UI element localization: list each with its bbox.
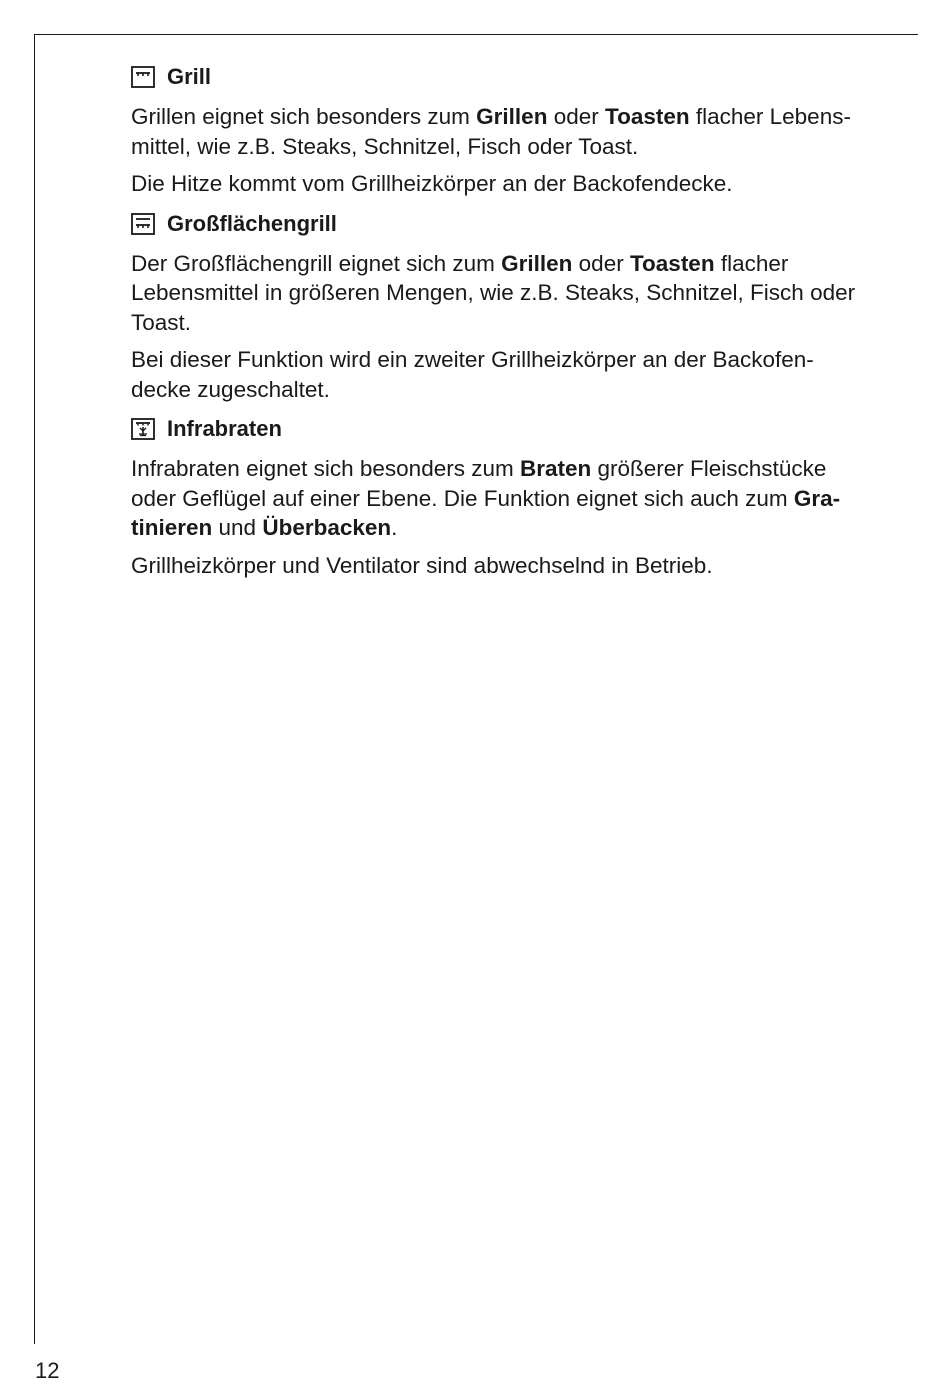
bold-term: Überbacken <box>262 515 392 540</box>
section-paragraph: Die Hitze kommt vom Grillheizkörper an der Backofendecke. <box>131 171 733 196</box>
paragraph-text: oder Geflügel auf einer Ebene. Die Funktion eignet sich auch zum <box>131 485 794 511</box>
paragraph-text: und <box>212 515 263 540</box>
paragraph-text: oder <box>547 104 605 129</box>
large-area-grill-icon <box>131 213 155 235</box>
grill-icon <box>131 66 155 88</box>
bold-term: Grillen <box>476 104 548 129</box>
paragraph-text: größerer Fleischstücke <box>591 456 827 481</box>
bold-term: Gra- <box>793 485 841 511</box>
section-infrared-roasting <box>131 414 891 580</box>
paragraph-text: Der Großflächengrill eignet sich zum <box>131 250 502 276</box>
section-title: Grill <box>167 64 212 89</box>
section-paragraph: Grillheizkörper und Ventilator sind abwechselnd in Betrieb. <box>131 552 713 578</box>
bold-term: Grillen <box>501 250 573 276</box>
section-title: Großflächengrill <box>167 210 337 236</box>
page-content <box>131 62 891 580</box>
section-paragraph <box>131 345 891 404</box>
section-paragraph <box>131 102 891 161</box>
paragraph-text: flacher Lebens- <box>689 104 851 129</box>
paragraph-text: decke zugeschaltet. <box>131 376 330 402</box>
bold-term: Toasten <box>629 250 715 276</box>
paragraph-text: oder <box>572 250 630 276</box>
paragraph-text: Bei dieser Funktion wird ein zweiter Grillheizkörper an der Backofen- <box>131 347 814 372</box>
page-number: 12 <box>35 1358 60 1383</box>
section-heading <box>131 209 891 239</box>
section-large-area-grill <box>131 209 891 405</box>
section-grill <box>131 62 891 199</box>
bold-term: Braten <box>519 456 592 481</box>
section-title: Infrabraten <box>167 416 282 441</box>
paragraph-text: Infrabraten eignet sich besonders zum <box>131 456 520 481</box>
section-paragraph <box>131 454 891 543</box>
paragraph-text: Toast. <box>131 309 192 335</box>
section-heading <box>131 62 891 92</box>
paragraph-text: mittel, wie z.B. Steaks, Schnitzel, Fisch oder Toast. <box>131 133 639 159</box>
paragraph-text: Lebensmittel in größeren Mengen, wie z.B. Steaks, Schnitzel, Fisch oder <box>131 280 856 305</box>
paragraph-text: . <box>391 515 398 540</box>
top-border-line <box>34 34 918 35</box>
left-border-line <box>34 34 35 1344</box>
paragraph-text: flacher <box>714 250 789 276</box>
bold-term: tinieren <box>131 515 213 540</box>
section-paragraph <box>131 249 891 338</box>
infrared-roasting-icon <box>131 418 155 440</box>
section-heading <box>131 414 891 444</box>
paragraph-text: Grillen eignet sich besonders zum <box>131 104 477 129</box>
bold-term: Toasten <box>605 104 690 129</box>
